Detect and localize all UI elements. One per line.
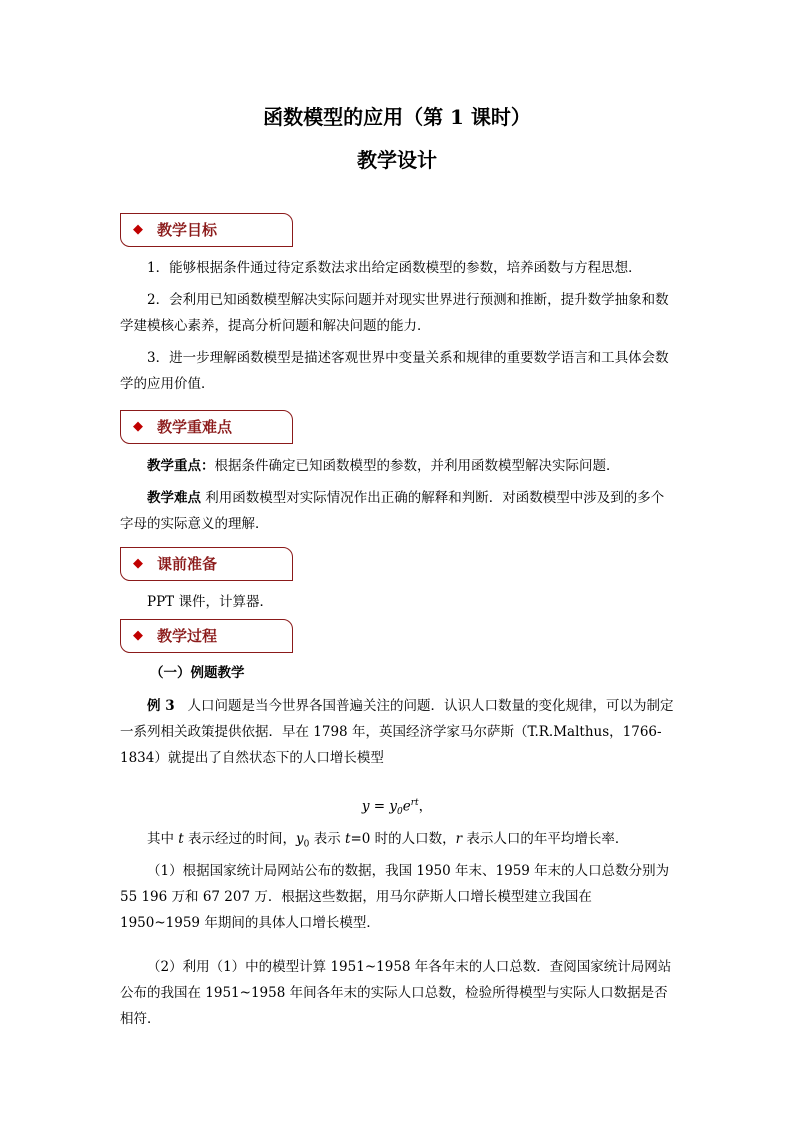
- diamond-icon: ◆: [133, 628, 143, 643]
- goal-item-3: 3．进一步理解函数模型是描述客观世界中变量关系和规律的重要数学语言和工具体会数学的应用价值．: [120, 350, 669, 392]
- explain-text: 表示人口的年平均增长率．: [462, 831, 629, 847]
- explain-text: 表示: [309, 831, 345, 847]
- document-title: 函数模型的应用（第 1 课时）: [263, 105, 531, 129]
- question-2: （2）利用（1）中的模型计算 1951~1958 年各年末的人口总数．查阅国家统计局网站公布的我国在 1951~1958 年间各年末的实际人口总数，检验所得模型与实际人口数据是否相符．: [120, 959, 672, 1027]
- diamond-icon: ◆: [133, 556, 143, 571]
- formula-y0-subscript: 0: [397, 807, 403, 818]
- question-1: （1）根据国家统计局网站公布的数据，我国 1950 年末、1959 年末的人口总数分别为 55 196 万和 67 207 万．根据这些数据，用马尔萨斯人口增长模型建立我国在 1950~1959 年期间的具体人口增长模型．: [120, 863, 670, 931]
- section-header-keypoints: [120, 410, 293, 444]
- goal-item-1: 1．能够根据条件通过待定系数法求出给定函数模型的参数，培养函数与方程思想．: [147, 260, 642, 276]
- formula-exponent: rt: [410, 798, 419, 808]
- key-point-text: 根据条件确定已知函数模型的参数，并利用函数模型解决实际问题．: [214, 458, 620, 474]
- formula-y0: y: [389, 798, 398, 815]
- example-text: 人口问题是当今世界各国普遍关注的问题．认识人口数量的变化规律，可以为制定一系列相关政策提供依据．早在 1798 年，英国经济学家马尔萨斯（T.R.Malthus，1766-1834）就提出了自然状态下的人口增长模型: [120, 698, 674, 766]
- process-subheading: （一）例题教学: [150, 665, 245, 681]
- formula-e: e: [402, 798, 411, 815]
- example-label: 例 3: [147, 698, 175, 714]
- section-header-label: 课前准备: [157, 555, 218, 573]
- difficult-point: [120, 485, 676, 537]
- var-y0: y: [296, 831, 304, 847]
- var-t: t: [178, 831, 184, 847]
- example-paragraph: [120, 693, 676, 771]
- section-header-label: 教学过程: [157, 627, 218, 645]
- section-header-prep: [120, 547, 293, 581]
- variable-explanation: [120, 826, 676, 858]
- section-header-process: [120, 619, 293, 653]
- malthus-formula: [0, 790, 794, 825]
- section-header-goals: [120, 213, 293, 247]
- formula-equals: =: [369, 798, 390, 815]
- difficult-point-label: 教学难点: [147, 490, 201, 506]
- prep-text: PPT 课件，计算器．: [147, 594, 273, 610]
- difficult-point-text: 利用函数模型对实际情况作出正确的解释和判断．对函数模型中涉及到的多个字母的实际意义的理解．: [120, 490, 665, 532]
- goal-item-2: 2．会利用已知函数模型解决实际问题并对现实世界进行预测和推断，提升数学抽象和数学建模核心素养，提高分析问题和解决问题的能力．: [120, 292, 669, 334]
- diamond-icon: ◆: [133, 222, 143, 237]
- section-header-label: 教学目标: [157, 221, 218, 239]
- var-t: t: [345, 831, 351, 847]
- key-point-label: 教学重点：: [147, 458, 215, 474]
- explain-text: 其中: [147, 831, 179, 847]
- explain-text: =0 时的人口数，: [350, 831, 456, 847]
- var-y0-subscript: 0: [303, 839, 310, 850]
- formula-lhs: y: [361, 798, 370, 815]
- document-subtitle: 教学设计: [357, 148, 437, 172]
- diamond-icon: ◆: [133, 419, 143, 434]
- formula-tail: ，: [418, 798, 433, 815]
- var-r: r: [455, 831, 463, 847]
- explain-text: 表示经过的时间，: [183, 831, 297, 847]
- key-point: [120, 453, 676, 479]
- section-header-label: 教学重难点: [157, 418, 233, 436]
